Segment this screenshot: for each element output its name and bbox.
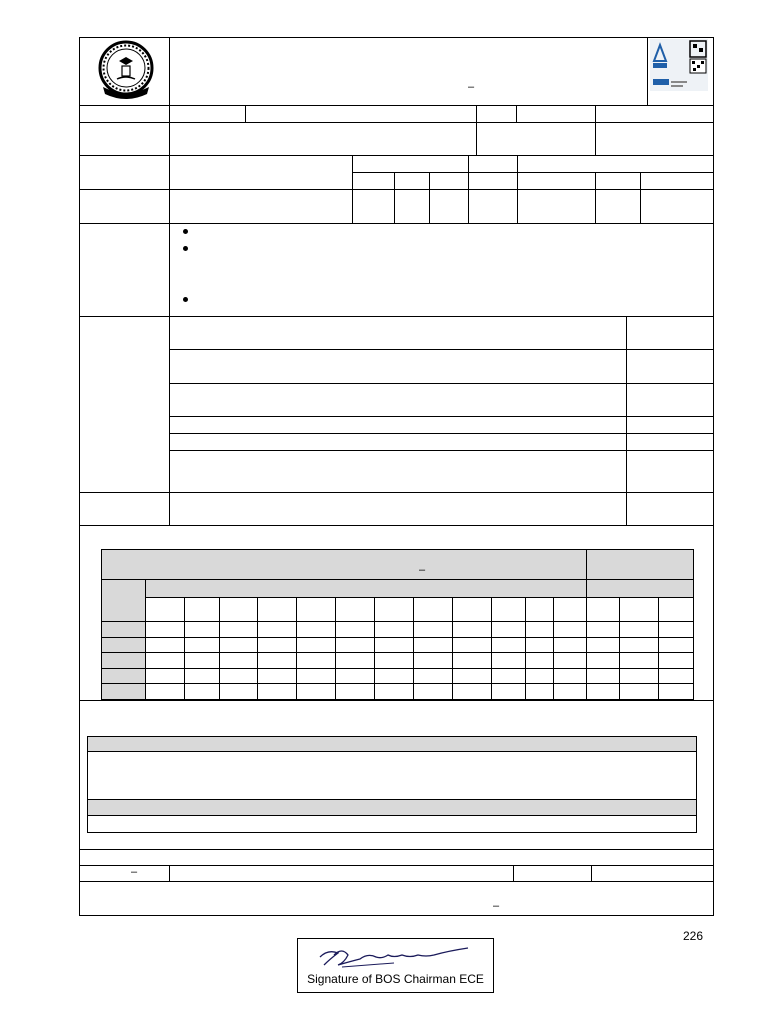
header-divider-left bbox=[169, 37, 170, 105]
table-row bbox=[102, 684, 694, 700]
row-line bbox=[79, 865, 714, 866]
row-line bbox=[169, 383, 714, 384]
institution-logo bbox=[95, 39, 157, 101]
table-header-dash: – bbox=[419, 564, 426, 576]
row-line bbox=[79, 881, 714, 882]
row-line bbox=[87, 751, 697, 752]
header-divider-right bbox=[647, 37, 648, 105]
row-line bbox=[79, 122, 714, 123]
row-line bbox=[169, 349, 714, 350]
signature-caption: Signature of BOS Chairman ECE bbox=[307, 972, 484, 986]
cell-divider bbox=[245, 105, 246, 122]
cell-divider bbox=[516, 105, 517, 122]
cell-divider bbox=[513, 865, 514, 881]
cell-divider bbox=[429, 172, 430, 223]
table-header-cell bbox=[102, 550, 587, 580]
row-line bbox=[352, 172, 714, 173]
row-line bbox=[79, 849, 714, 850]
assessment-header-1 bbox=[88, 737, 696, 751]
table-header-cell bbox=[146, 580, 587, 598]
bullet-point bbox=[183, 297, 188, 302]
table-row bbox=[102, 638, 694, 653]
bullet-point bbox=[183, 229, 188, 234]
bullet-point bbox=[183, 246, 188, 251]
header-dash: – bbox=[468, 81, 475, 93]
cell-divider bbox=[595, 172, 596, 223]
row-line bbox=[79, 492, 714, 493]
row-line bbox=[79, 700, 714, 701]
cell-divider bbox=[169, 865, 170, 881]
assessment-header-2 bbox=[88, 800, 696, 815]
footer-dash-left: – bbox=[131, 866, 138, 878]
row-line bbox=[79, 155, 714, 156]
table-header-cell bbox=[102, 580, 146, 622]
row-line bbox=[169, 433, 714, 434]
page-number: 226 bbox=[683, 929, 704, 943]
cell-divider bbox=[394, 172, 395, 223]
row-line bbox=[79, 223, 714, 224]
row-line bbox=[79, 189, 714, 190]
signature-box bbox=[297, 938, 494, 993]
row-line bbox=[169, 416, 714, 417]
cell-divider bbox=[626, 316, 627, 525]
footer-dash-bottom: – bbox=[493, 900, 500, 912]
cell-divider bbox=[640, 172, 641, 223]
co-po-mapping-table bbox=[101, 549, 694, 700]
cell-divider bbox=[169, 105, 170, 525]
row-line bbox=[87, 815, 697, 816]
table-header-cell bbox=[586, 550, 693, 580]
cell-divider bbox=[595, 105, 596, 155]
cell-divider bbox=[476, 105, 477, 155]
row-line bbox=[79, 316, 714, 317]
handwritten-signature bbox=[298, 943, 493, 973]
table-row bbox=[102, 622, 694, 638]
row-line bbox=[169, 450, 714, 451]
table-row bbox=[102, 653, 694, 669]
row-line bbox=[79, 105, 714, 106]
table-header-cell bbox=[586, 580, 693, 598]
table-row bbox=[102, 669, 694, 684]
iso-certification-badge bbox=[650, 39, 708, 91]
cell-divider bbox=[591, 865, 592, 881]
row-line bbox=[79, 525, 714, 526]
